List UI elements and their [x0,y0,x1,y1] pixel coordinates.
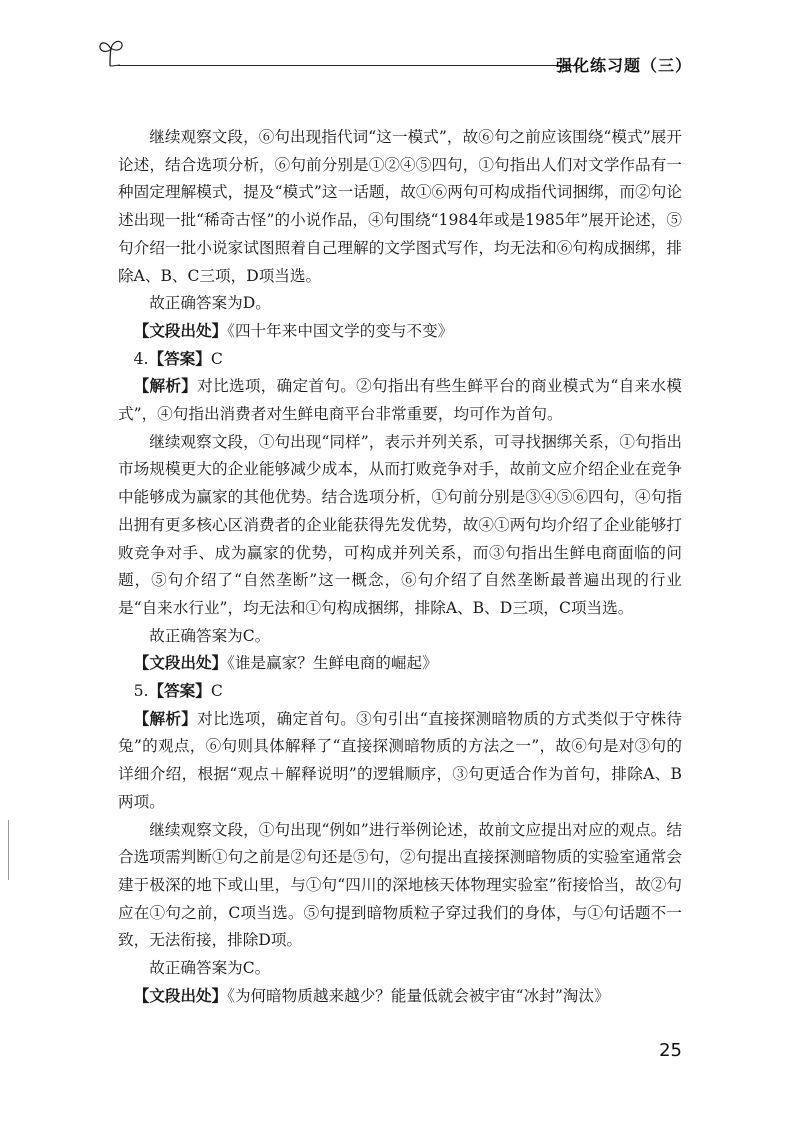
question-number: 5. [133,682,149,701]
source-title: 《为何暗物质越来越少？能量低就会被宇宙“冰封”淘汰》 [227,986,610,1005]
scan-artifact [8,820,9,880]
analysis-text: 对比选项，确定首句。②句指出有些生鲜平台的商业模式为“自来水模式”，④句指出消费者对生鲜电商平台非常重要，均可作为首句。 [118,377,682,424]
paragraph: 故正确答案为C。 [149,626,271,645]
analysis-text: 对比选项，确定首句。③句引出“直接探测暗物质的方式类似于守株待兔”的观点，⑥句则具体解释了“直接探测暗物质的方法之一”，故⑥句是对③句的详细介绍，根据“观点＋解释说明”的逻辑顺序，③句更适合作为首句，排除A、B两项。 [118,709,682,811]
page-number: 25 [659,1040,682,1061]
source-title: 《四十年来中国文学的变与不变》 [227,321,454,340]
answer-line [118,346,682,374]
source-tag: 【文段出处】 [133,986,228,1005]
source-line [118,650,682,678]
analysis-tag: 【解析】 [133,377,198,396]
paragraph: 故正确答案为D。 [149,294,271,313]
paragraph: 继续观察文段，①句出现“同样”，表示并列关系，可寻找捆绑关系，①句指出市场规模更大的企业能够减少成本，从而打败竞争对手，故前文应介绍企业在竞争中能够成为赢家的其他优势。结合选项分析，①句前分别是③④⑤⑥四句，④句指出拥有更多核心区消费者的企业能获得先发优势，故④①两句均介绍了企业能够打败竞争对手、成为赢家的优势，可构成并列关系，而③句指出生鲜电商面临的问题，⑤句介绍了“自然垄断”这一概念，⑥句介绍了自然垄断最普遍出现的行业是“自来水行业”，均无法和①句构成捆绑，排除A、B、D三项，C项当选。 [118,432,682,617]
answer-tag: 【答案】 [148,682,211,701]
page-header [96,36,692,76]
answer-value: C [210,349,223,368]
header-rule [118,65,580,66]
analysis-paragraph [118,373,682,428]
source-title: 《谁是赢家？生鲜电商的崛起》 [227,654,438,673]
answer-value: C [210,682,223,701]
section-title: 强化练习题（三） [555,56,692,75]
paragraph: 继续观察文段，⑥句出现指代词“这一模式”，故⑥句之前应该围绕“模式”展开论述，结合选项分析，⑥句前分别是①②④⑤四句，①句指出人们对文学作品有一种固定理解模式，提及“模式”这一话题，故①⑥两句可构成指代词捆绑，而②句论述出现一批“稀奇古怪”的小说作品，④句围绕“1984年或是1985年”展开论述，⑤句介绍一批小说家试图照着自己理解的文学图式写作，均无法和⑥句构成捆绑，排除A、B、C三项，D项当选。 [118,128,682,285]
answer-line [118,678,682,706]
answer-tag: 【答案】 [148,349,211,368]
document-body [118,124,682,1011]
source-tag: 【文段出处】 [133,654,228,673]
paragraph: 继续观察文段，①句出现“例如”进行举例论述，故前文应提出对应的观点。结合选项需判断①句之前是②句还是⑤句，②句提出直接探测暗物质的实验室通常会建于极深的地下或山里，与①句“四川的深地核天体物理实验室”衔接恰当，故②句应在①句之前，C项当选。⑤句提到暗物质粒子穿过我们的身体，与①句话题不一致，无法衔接，排除D项。 [118,820,682,950]
source-line [118,983,682,1011]
analysis-paragraph [118,706,682,817]
analysis-tag: 【解析】 [133,709,198,728]
paragraph: 故正确答案为C。 [149,959,271,978]
source-line [118,318,682,346]
sprout-icon [96,36,126,68]
source-tag: 【文段出处】 [133,321,228,340]
question-number: 4. [133,349,149,368]
